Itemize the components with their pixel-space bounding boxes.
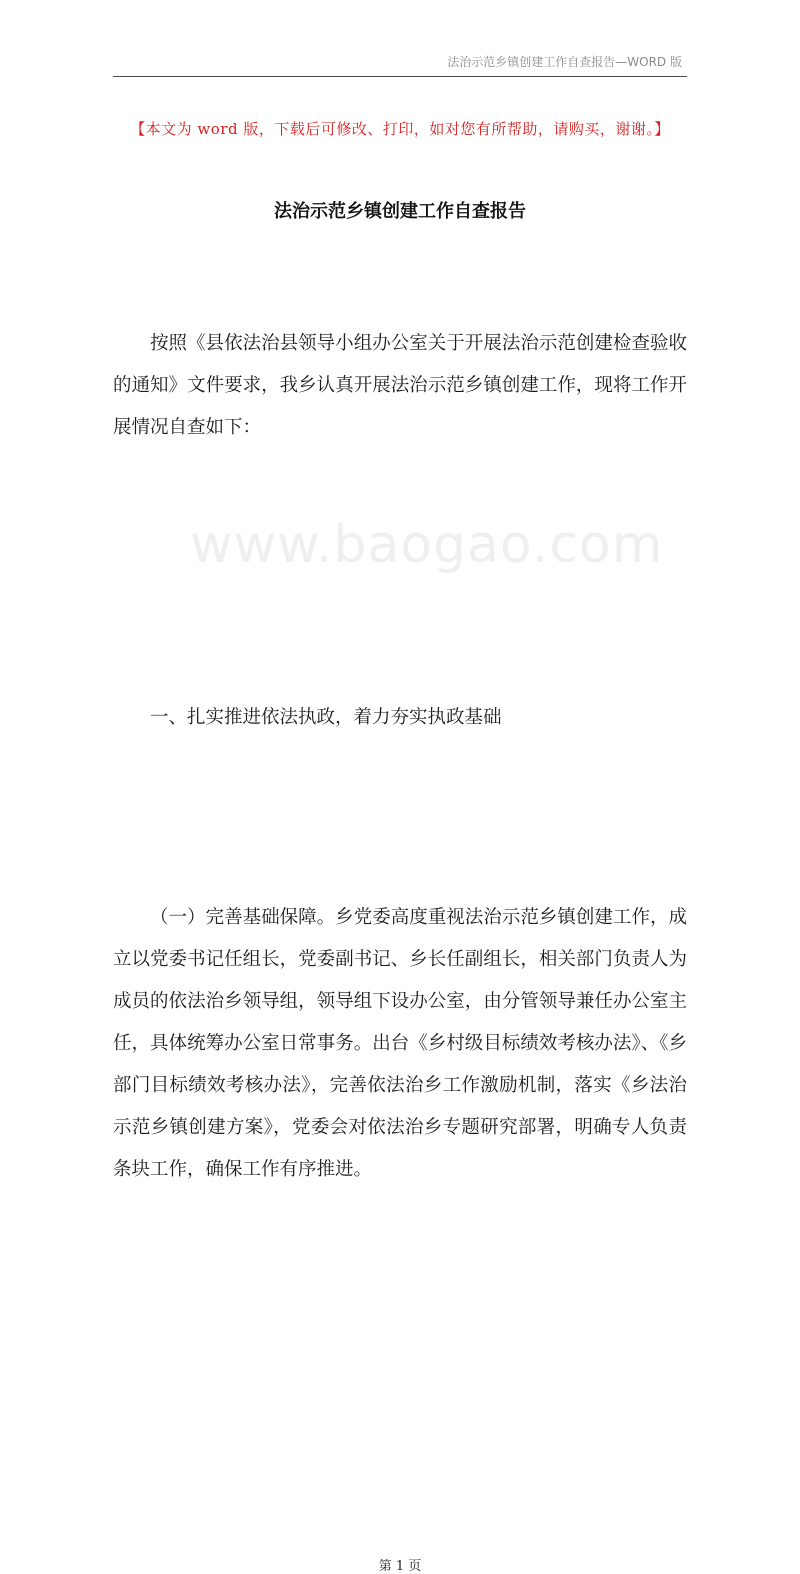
section-one-item-one-paragraph: （一）完善基础保障。乡党委高度重视法治示范乡镇创建工作，成立以党委书记任组长，党委副书记、乡长任副组长，相关部门负责人为成员的依法治乡领导组，领导组下设办公室，由分管领导兼任办公室主任，具体统筹办公室日常事务。出台《乡村级目标绩效考核办法》、《乡部门目标绩效考核办法》，完善依法治乡工作激励机制，落实《乡法治示范乡镇创建方案》，党委会对依法治乡专题研究部署，明确专人负责条块工作，确保工作有序推进。 [113, 907, 687, 1180]
section-one-heading: 一、扎实推进依法执政，着力夯实执政基础 [150, 707, 502, 728]
purchase-notice: 【本文为 word 版，下载后可修改、打印，如对您有所帮助，请购买，谢谢。】 [130, 120, 670, 138]
watermark: www.baogao.com [190, 515, 664, 575]
intro-paragraph: 按照《县依法治县领导小组办公室关于开展法治示范创建检查验收的通知》文件要求，我乡认真开展法治示范乡镇创建工作，现将工作开展情况自查如下： [113, 333, 687, 438]
document-title: 法治示范乡镇创建工作自查报告 [274, 201, 526, 222]
header-divider [113, 76, 687, 77]
page-number: 第 1 页 [378, 1559, 422, 1574]
running-header: 法治示范乡镇创建工作自查报告—WORD 版 [447, 55, 682, 69]
